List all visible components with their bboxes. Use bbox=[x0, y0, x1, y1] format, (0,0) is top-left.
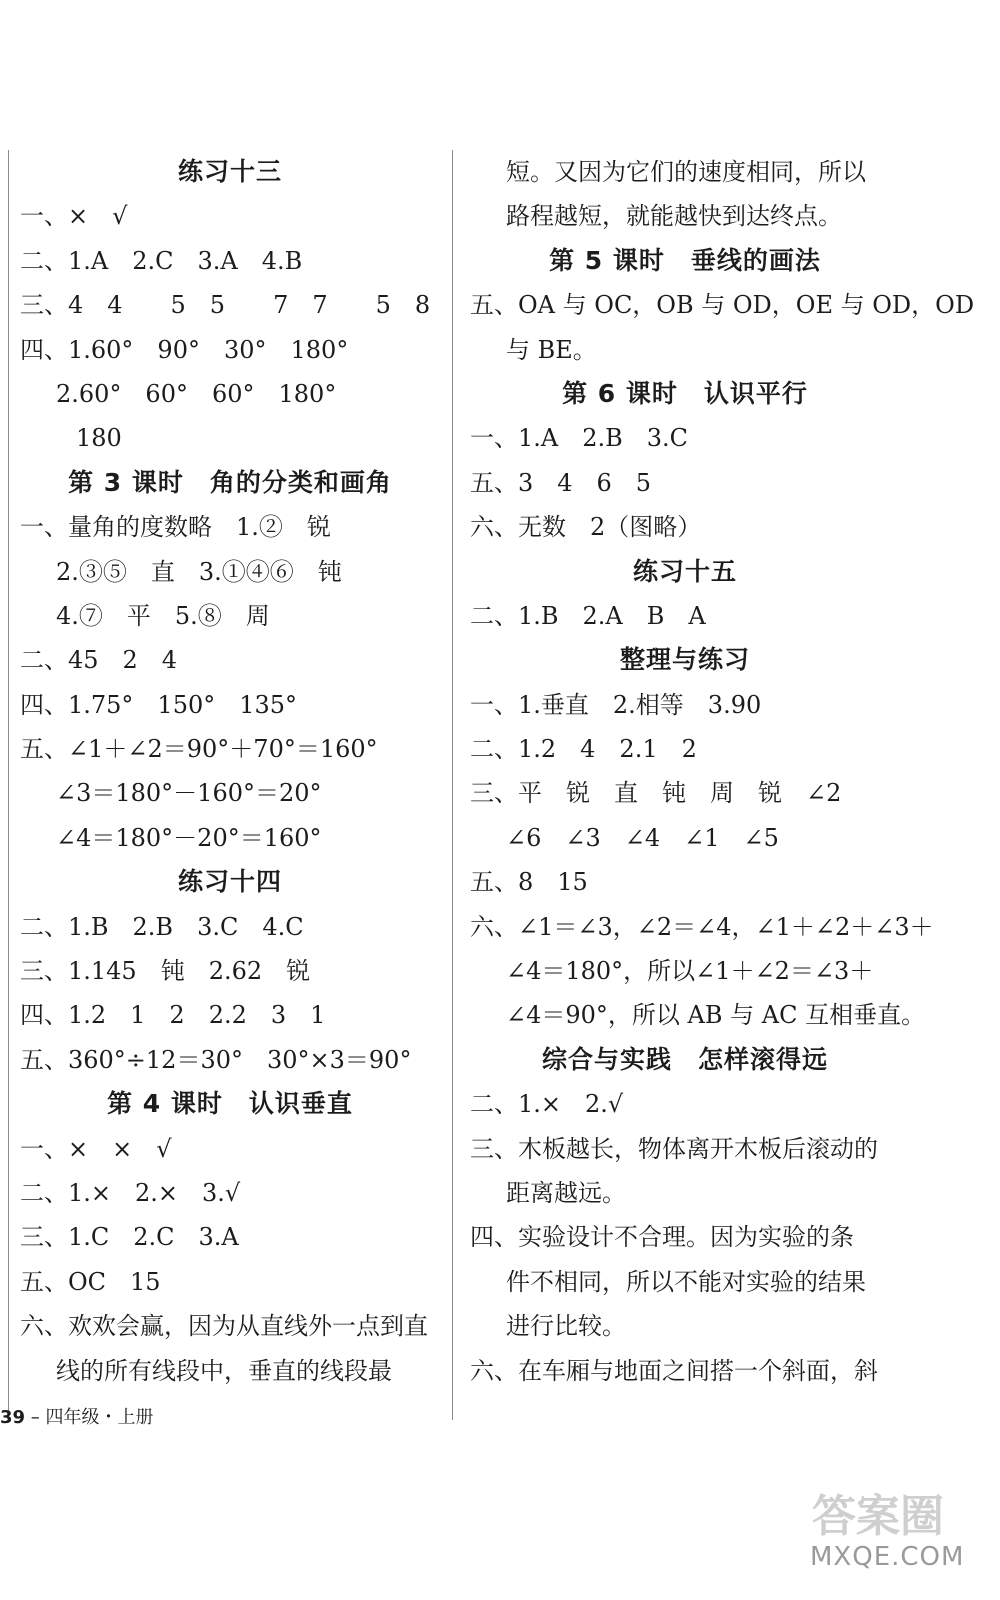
answer-line: 六、无数 2（图略） bbox=[470, 513, 702, 542]
section-heading: 第 3 课时 角的分类和画角 bbox=[68, 467, 392, 497]
answer-line: 三、平 锐 直 钝 周 锐 ∠2 bbox=[470, 779, 842, 808]
answer-line: 一、× × √ bbox=[20, 1134, 172, 1163]
left-margin-rule bbox=[8, 150, 9, 1420]
grade-label: 四年级・上册 bbox=[45, 1407, 154, 1428]
footer-dash: – bbox=[30, 1407, 40, 1428]
answer-line: 五、360°÷12＝30° 30°×3＝90° bbox=[20, 1045, 412, 1074]
section-heading: 第 5 课时 垂线的画法 bbox=[549, 245, 821, 275]
answer-line: 路程越短，就能越快到达终点。 bbox=[506, 202, 842, 231]
answer-line: 二、1.A 2.C 3.A 4.B bbox=[20, 246, 303, 275]
answer-line: 二、1.2 4 2.1 2 bbox=[470, 735, 697, 764]
answer-line: 距离越远。 bbox=[506, 1178, 626, 1207]
answer-line: 180 bbox=[76, 424, 122, 453]
watermark-text: MXQE.COM bbox=[810, 1542, 965, 1572]
page-footer bbox=[0, 1403, 154, 1429]
answer-line: 进行比较。 bbox=[506, 1312, 626, 1341]
answer-line: ∠3＝180°－160°＝20° bbox=[56, 779, 322, 808]
answer-line: 2.60° 60° 60° 180° bbox=[56, 379, 337, 408]
answer-line: 4.⑦ 平 5.⑧ 周 bbox=[56, 601, 270, 630]
section-heading: 练习十五 bbox=[632, 556, 737, 586]
section-heading: 综合与实践 怎样滚得远 bbox=[541, 1044, 828, 1074]
answer-line: ∠4＝90°，所以 AB 与 AC 互相垂直。 bbox=[506, 1001, 926, 1030]
answer-line: 三、木板越长，物体离开木板后滚动的 bbox=[470, 1134, 878, 1163]
answer-line: 一、× √ bbox=[20, 202, 128, 231]
answer-line: 一、1.垂直 2.相等 3.90 bbox=[470, 690, 762, 719]
answer-line: ∠4＝180°－20°＝160° bbox=[56, 823, 322, 852]
page-number: 39 bbox=[0, 1407, 26, 1428]
left-column bbox=[20, 150, 440, 1393]
answer-line: 六、∠1＝∠3，∠2＝∠4，∠1＋∠2＋∠3＋ bbox=[470, 912, 934, 941]
answer-line: 二、1.B 2.A B A bbox=[470, 601, 706, 630]
answer-line: 六、在车厢与地面之间搭一个斜面，斜 bbox=[470, 1356, 878, 1385]
section-heading: 第 6 课时 认识平行 bbox=[562, 378, 808, 408]
answer-line: 五、OA 与 OC，OB 与 OD，OE 与 OD，OD bbox=[470, 291, 975, 320]
answer-line: 五、3 4 6 5 bbox=[470, 468, 652, 497]
answer-line: 一、1.A 2.B 3.C bbox=[470, 424, 689, 453]
answer-line: 2.③⑤ 直 3.①④⑥ 钝 bbox=[56, 557, 342, 586]
answer-line: 二、1.× 2.√ bbox=[470, 1090, 624, 1119]
answer-line: 三、1.C 2.C 3.A bbox=[20, 1223, 239, 1252]
answer-line: 短。又因为它们的速度相同，所以 bbox=[506, 158, 866, 186]
answer-line: 线的所有线段中，垂直的线段最 bbox=[56, 1356, 392, 1385]
section-heading: 第 4 课时 认识垂直 bbox=[107, 1089, 353, 1119]
section-heading: 整理与练习 bbox=[619, 645, 750, 675]
answer-line: ∠6 ∠3 ∠4 ∠1 ∠5 bbox=[506, 823, 779, 852]
right-column bbox=[470, 150, 975, 1393]
answer-line: 六、欢欢会赢，因为从直线外一点到直 bbox=[20, 1312, 428, 1341]
answer-line: 与 BE。 bbox=[506, 335, 597, 364]
answer-line: 二、1.× 2.× 3.√ bbox=[20, 1178, 241, 1207]
watermark-logo: 答案圈 bbox=[812, 1491, 944, 1542]
answer-line: 件不相同，所以不能对实验的结果 bbox=[506, 1267, 866, 1296]
answer-line: 三、4 4 5 5 7 7 5 8 bbox=[20, 291, 431, 320]
answer-line: ∠4＝180°，所以∠1＋∠2＝∠3＋ bbox=[506, 957, 874, 986]
section-heading: 练习十三 bbox=[177, 157, 282, 186]
answer-line: 五、OC 15 bbox=[20, 1267, 161, 1296]
answer-line: 三、1.145 钝 2.62 锐 bbox=[20, 957, 311, 986]
answer-line: 四、1.75° 150° 135° bbox=[20, 690, 298, 719]
answer-line: 四、1.2 1 2 2.2 3 1 bbox=[20, 1001, 326, 1030]
answer-line: 五、∠1＋∠2＝90°＋70°＝160° bbox=[20, 735, 378, 764]
column-divider bbox=[452, 150, 453, 1420]
answer-line: 四、实验设计不合理。因为实验的条 bbox=[470, 1223, 854, 1252]
answer-line: 五、8 15 bbox=[470, 868, 588, 897]
section-heading: 练习十四 bbox=[177, 867, 282, 897]
answer-line: 四、1.60° 90° 30° 180° bbox=[20, 335, 349, 364]
answer-line: 二、1.B 2.B 3.C 4.C bbox=[20, 912, 304, 941]
answer-line: 二、45 2 4 bbox=[20, 646, 178, 675]
answer-line: 一、量角的度数略 1.② 锐 bbox=[20, 513, 331, 542]
